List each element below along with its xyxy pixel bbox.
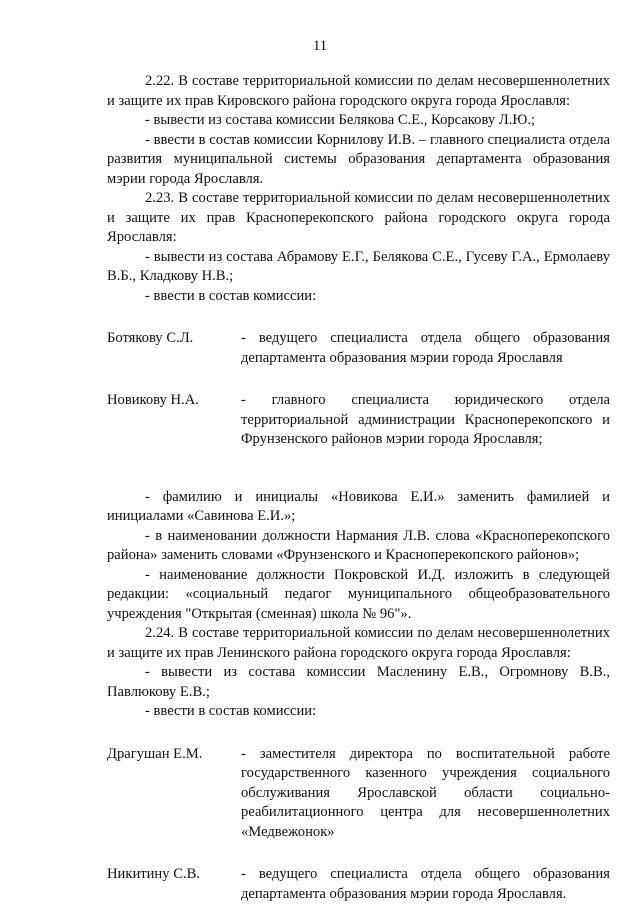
page-number: 11 xyxy=(312,38,328,54)
member-name: Никитину С.В. xyxy=(107,866,200,882)
member-entry xyxy=(107,391,610,450)
paragraph-remove-members-kirovsky: - вывести из состава комиссии Белякова С.Е., Корсакову Л.Ю.; xyxy=(145,112,536,128)
paragraph-add-members-intro: - ввести в состав комиссии: xyxy=(145,287,317,304)
paragraph-position-pokrovskaya: - наименование должности Покровской И.Д. изложить в следующей редакции: «социальный педагог муниципального общеобразовательного учреждения "Открытая (сменная) школа № 96"». xyxy=(107,566,610,622)
member-entry xyxy=(107,329,610,368)
paragraph-add-member-kirovsky: - ввести в состав комиссии Корнилову И.В. – главного специалиста отдела развития муниципальной системы образования департамента образования мэрии города Ярославля. xyxy=(107,131,610,187)
paragraph-2-23: 2.23. В составе территориальной комиссии по делам несовершеннолетних и защите их прав Красноперекопского района городского округа города Ярославля: xyxy=(107,190,610,245)
paragraph-2-24: 2.24. В составе территориальной комиссии по делам несовершеннолетних и защите их прав Ленинского района городского округа города Ярославля: xyxy=(107,625,610,661)
member-entry xyxy=(107,745,610,843)
paragraph-remove-members-krasnoperekopsky: - вывести из состава Абрамову Е.Г., Белякова С.Е., Гусеву Г.А., Ермолаеву В.Б., Кладкову Н.В.; xyxy=(107,248,610,284)
paragraph-remove-members-leninsky: - вывести из состава комиссии Масленину Е.В., Огромнову В.В., Павлюкову Е.В.; xyxy=(107,664,610,700)
document-body xyxy=(107,72,610,904)
paragraph-rename-novikova: - фамилию и инициалы «Новикова Е.И.» заменить фамилией и инициалами «Савинова Е.И.»; xyxy=(107,488,610,524)
member-position: - главного специалиста юридического отдела территориальной администрации Красноперекопского и Фрунзенского районов мэрии города Ярославля; xyxy=(241,392,610,447)
member-name: Драгушан Е.М. xyxy=(107,745,203,762)
member-name: Новикову Н.А. xyxy=(107,392,199,408)
paragraph-2-22: 2.22. В составе территориальной комиссии по делам несовершеннолетних и защите их прав Кировского района городского округа города Ярославля: xyxy=(107,73,610,109)
member-position: - ведущего специалиста отдела общего образования департамента образования мэрии города Ярославля. xyxy=(241,866,610,902)
member-position: - заместителя директора по воспитательной работе государственного казенного учреждения социального обслуживания Ярославской области социально-реабилитационного центра для несовершеннолетних «Медвежонок» xyxy=(241,745,610,840)
paragraph-position-narmania: - в наименовании должности Нармания Л.В. слова «Красноперекопского района» заменить словами «Фрунзенского и Красноперекопского районов»; xyxy=(107,527,610,563)
member-position: - ведущего специалиста отдела общего образования департамента образования мэрии города Ярославля xyxy=(241,330,610,366)
paragraph-add-members-intro: - ввести в состав комиссии: xyxy=(145,703,317,719)
member-entry xyxy=(107,865,610,904)
member-name: Ботякову С.Л. xyxy=(107,330,194,346)
